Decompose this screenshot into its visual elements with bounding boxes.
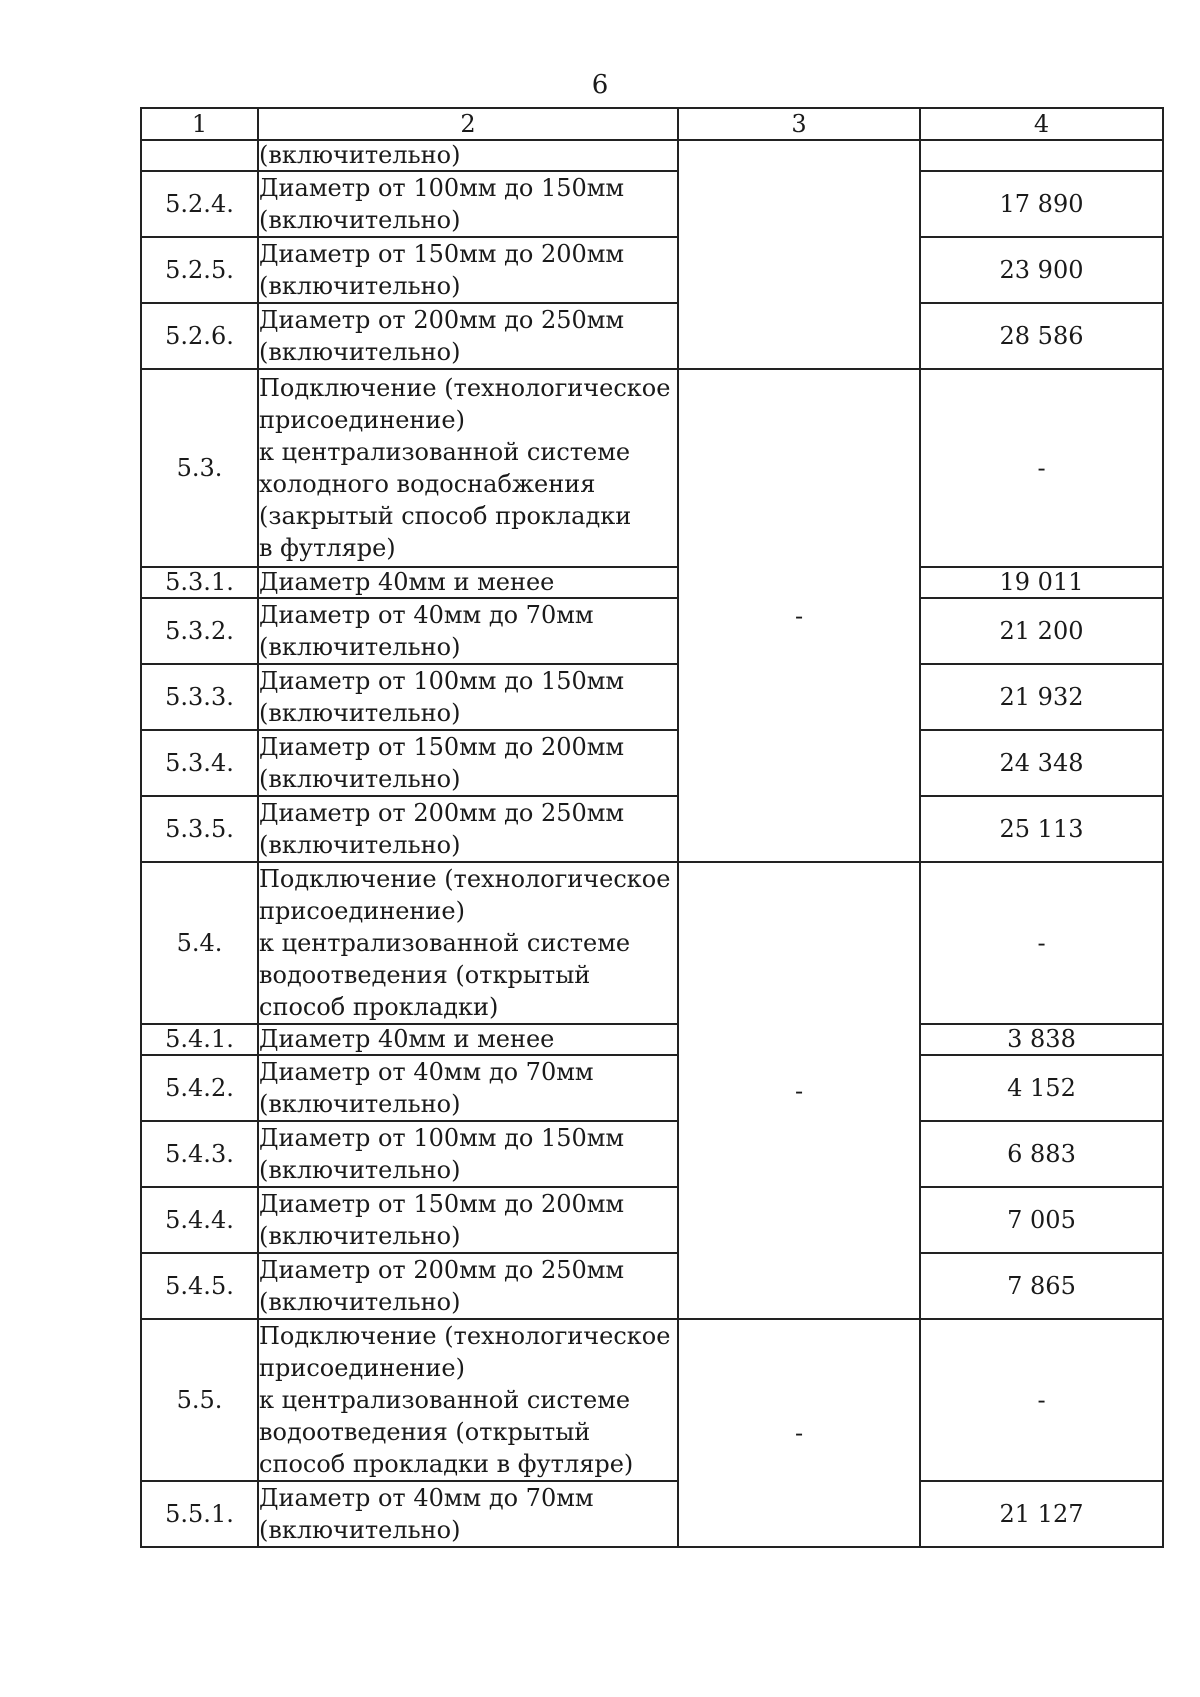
row-number: 5.3.5. bbox=[141, 796, 258, 862]
row-price: 19 011 bbox=[920, 567, 1163, 598]
table-row bbox=[141, 237, 1163, 303]
table-row bbox=[141, 1121, 1163, 1187]
table-row bbox=[141, 664, 1163, 730]
row-description: Диаметр от 100мм до 150мм (включительно) bbox=[258, 664, 678, 730]
row-description: Диаметр от 150мм до 200мм (включительно) bbox=[258, 1187, 678, 1253]
row-number: 5.4.5. bbox=[141, 1253, 258, 1319]
row-number bbox=[141, 140, 258, 171]
column-3-cell: - bbox=[678, 369, 920, 862]
row-price: 7 005 bbox=[920, 1187, 1163, 1253]
row-price: - bbox=[920, 1319, 1163, 1481]
column-3-cell bbox=[678, 140, 920, 369]
row-description: Диаметр от 100мм до 150мм (включительно) bbox=[258, 1121, 678, 1187]
row-price: 21 200 bbox=[920, 598, 1163, 664]
table-row bbox=[141, 862, 1163, 1024]
row-price: 23 900 bbox=[920, 237, 1163, 303]
table-row bbox=[141, 567, 1163, 598]
row-number: 5.5. bbox=[141, 1319, 258, 1481]
table-row bbox=[141, 1319, 1163, 1481]
column-header: 2 bbox=[258, 108, 678, 140]
table-row bbox=[141, 1187, 1163, 1253]
row-number: 5.2.5. bbox=[141, 237, 258, 303]
row-description: Диаметр 40мм и менее bbox=[258, 567, 678, 598]
row-description: Диаметр от 100мм до 150мм (включительно) bbox=[258, 171, 678, 237]
row-price: 21 932 bbox=[920, 664, 1163, 730]
table-header-row bbox=[141, 108, 1163, 140]
row-number: 5.4.3. bbox=[141, 1121, 258, 1187]
row-number: 5.3. bbox=[141, 369, 258, 567]
row-price: 21 127 bbox=[920, 1481, 1163, 1547]
row-number: 5.2.4. bbox=[141, 171, 258, 237]
table-row bbox=[141, 1024, 1163, 1055]
row-price: 3 838 bbox=[920, 1024, 1163, 1055]
row-number: 5.4.4. bbox=[141, 1187, 258, 1253]
table-row bbox=[141, 369, 1163, 567]
row-price: - bbox=[920, 369, 1163, 567]
row-price: 24 348 bbox=[920, 730, 1163, 796]
column-3-cell: - bbox=[678, 862, 920, 1319]
row-description: Диаметр 40мм и менее bbox=[258, 1024, 678, 1055]
row-number: 5.3.4. bbox=[141, 730, 258, 796]
row-description: Подключение (технологическое присоединение) к централизованной системе водоотведения (открытый способ прокладки в футляре) bbox=[258, 1319, 678, 1481]
row-description: Подключение (технологическое присоединение) к централизованной системе холодного водоснабжения (закрытый способ прокладки в футляре) bbox=[258, 369, 678, 567]
table-row bbox=[141, 1055, 1163, 1121]
row-price: 17 890 bbox=[920, 171, 1163, 237]
row-number: 5.4.2. bbox=[141, 1055, 258, 1121]
table-row bbox=[141, 1481, 1163, 1547]
row-description: (включительно) bbox=[258, 140, 678, 171]
row-number: 5.4. bbox=[141, 862, 258, 1024]
column-header: 3 bbox=[678, 108, 920, 140]
row-description: Диаметр от 40мм до 70мм (включительно) bbox=[258, 1055, 678, 1121]
row-number: 5.5.1. bbox=[141, 1481, 258, 1547]
row-number: 5.3.2. bbox=[141, 598, 258, 664]
row-price: 7 865 bbox=[920, 1253, 1163, 1319]
table-row bbox=[141, 303, 1163, 369]
row-description: Подключение (технологическое присоединение) к централизованной системе водоотведения (открытый способ прокладки) bbox=[258, 862, 678, 1024]
row-price: 6 883 bbox=[920, 1121, 1163, 1187]
row-description: Диаметр от 40мм до 70мм (включительно) bbox=[258, 1481, 678, 1547]
table-row bbox=[141, 730, 1163, 796]
row-number: 5.3.3. bbox=[141, 664, 258, 730]
table-row bbox=[141, 140, 1163, 171]
row-description: Диаметр от 150мм до 200мм (включительно) bbox=[258, 237, 678, 303]
row-price: - bbox=[920, 862, 1163, 1024]
page-number: 6 bbox=[591, 70, 609, 100]
row-price: 25 113 bbox=[920, 796, 1163, 862]
row-description: Диаметр от 200мм до 250мм (включительно) bbox=[258, 796, 678, 862]
column-header: 1 bbox=[141, 108, 258, 140]
row-price: 28 586 bbox=[920, 303, 1163, 369]
row-price bbox=[920, 140, 1163, 171]
row-description: Диаметр от 40мм до 70мм (включительно) bbox=[258, 598, 678, 664]
column-header: 4 bbox=[920, 108, 1163, 140]
row-number: 5.2.6. bbox=[141, 303, 258, 369]
row-price: 4 152 bbox=[920, 1055, 1163, 1121]
table-row bbox=[141, 598, 1163, 664]
table-row bbox=[141, 1253, 1163, 1319]
row-number: 5.3.1. bbox=[141, 567, 258, 598]
tariff-table bbox=[140, 107, 1164, 1548]
row-description: Диаметр от 200мм до 250мм (включительно) bbox=[258, 303, 678, 369]
table-row bbox=[141, 171, 1163, 237]
table-row bbox=[141, 796, 1163, 862]
column-3-cell: - bbox=[678, 1319, 920, 1547]
row-description: Диаметр от 150мм до 200мм (включительно) bbox=[258, 730, 678, 796]
row-number: 5.4.1. bbox=[141, 1024, 258, 1055]
row-description: Диаметр от 200мм до 250мм (включительно) bbox=[258, 1253, 678, 1319]
